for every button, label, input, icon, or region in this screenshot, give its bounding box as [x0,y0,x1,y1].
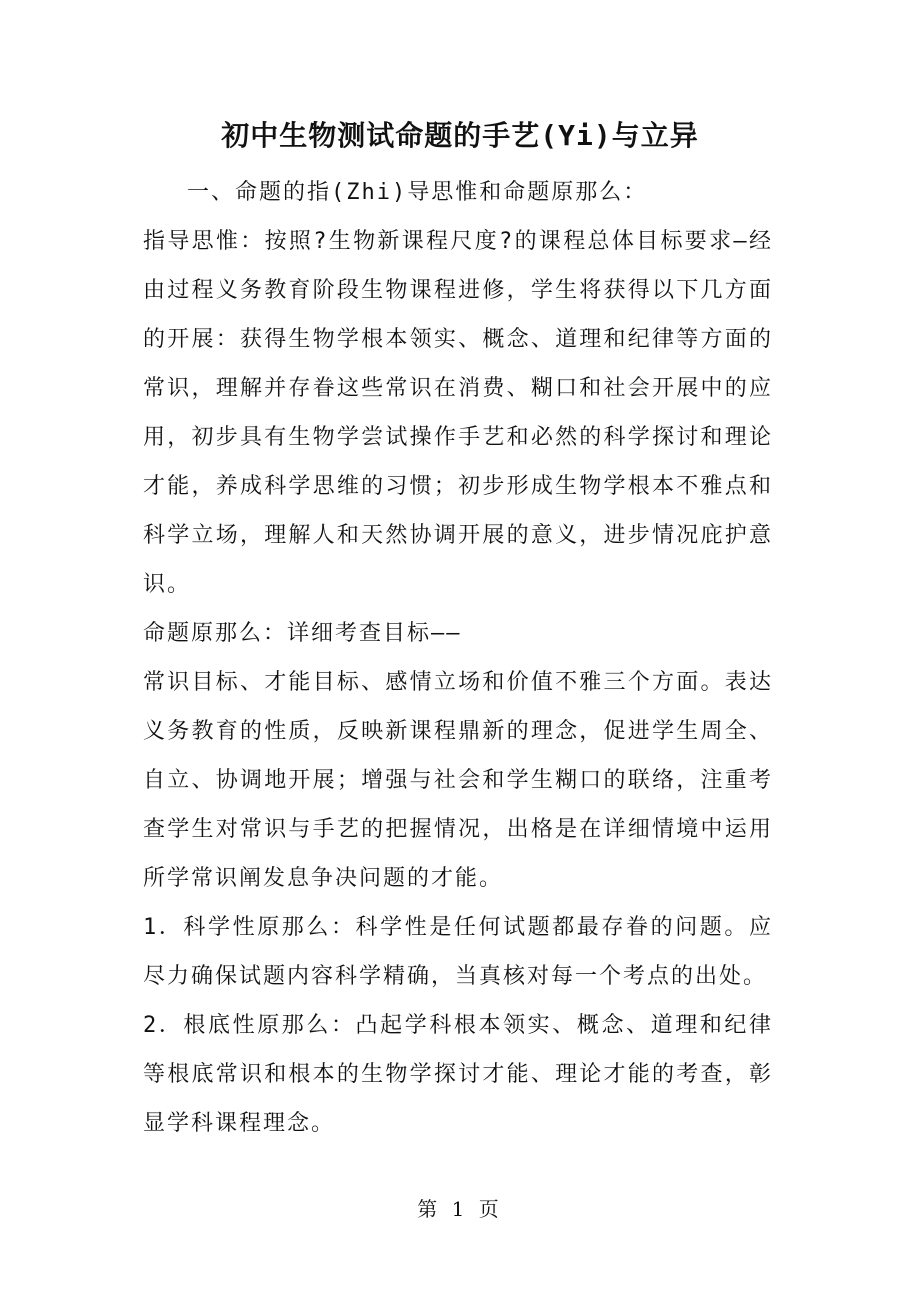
paragraph-principles-intro: 命题原那么：详细考查目标—— [143,621,462,646]
section-heading: 一、命题的指(Zhi)导思惟和命题原那么： [187,180,648,205]
paragraph-objectives: 常识目标、才能目标、感情立场和价值不雅三个方面。表达义务教育的性质，反映新课程鼎新的理念，促进学生周全、自立、协调地开展；增强与社会和学生糊口的联络，注重考查学生对常识与手艺的把握情况，出格是在详细情境中运用所学常识阐发息争决问题的才能。 [143,670,773,891]
paragraph-guiding-thought: 指导思惟：按照?生物新课程尺度?的课程总体目标要求—经由过程义务教育阶段生物课程进修，学生将获得以下几方面的开展：获得生物学根本领实、概念、道理和纪律等方面的常识，理解并存眷这些常识在消费、糊口和社会开展中的应用，初步具有生物学尝试操作手艺和必然的科学探讨和理论才能，养成科学思维的习惯；初步形成生物学根本不雅点和科学立场，理解人和天然协调开展的意义，进步情况庇护意识。 [143,229,773,597]
document-title: 初中生物测试命题的手艺(Yi)与立异 [221,119,699,152]
paragraph-principle-1: 1．科学性原那么：科学性是任何试题都最存眷的问题。应尽力确保试题内容科学精确，当真核对每一个考点的出处。 [143,915,773,989]
document-body [143,168,773,1148]
paragraph-principle-2: 2．根底性原那么：凸起学科根本领实、概念、道理和纪律等根底常识和根本的生物学探讨才能、理论才能的考查，彰显学科课程理念。 [143,1013,773,1136]
page-number: 第 1 页 [417,1197,503,1221]
